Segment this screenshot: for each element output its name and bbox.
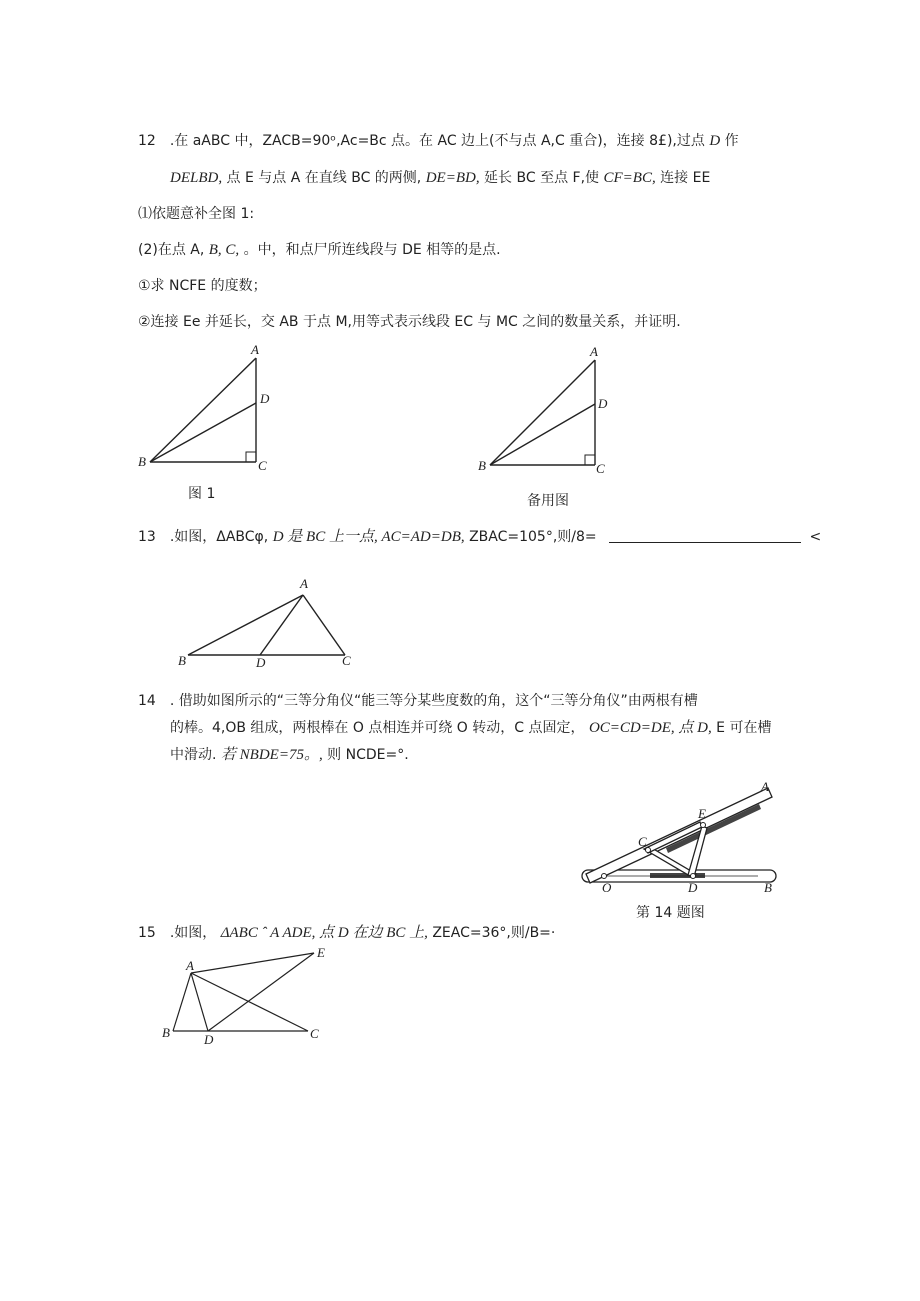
q12-subpart-2: ②连接 Ee 并延长，交 AB 于点 M,用等式表示线段 EC 与 MC 之间的数量关系，并证明. [138, 314, 681, 330]
pin-d [691, 874, 696, 879]
label-d: D [204, 1032, 214, 1047]
q14-line-2-b: OC=CD=DE, 点 D, [588, 720, 712, 736]
segment-de [208, 953, 314, 1031]
q13-line [138, 527, 821, 547]
figure-1-caption: 图 1 [188, 486, 216, 502]
q13-text-end: < [809, 529, 822, 545]
label-c: C [310, 1026, 319, 1041]
label-a: A [590, 344, 598, 359]
segment-ab [173, 973, 191, 1031]
segment-ae [191, 953, 314, 973]
label-d: D [598, 396, 608, 411]
label-b: B [764, 880, 772, 895]
pin-e [701, 823, 706, 828]
q12-line-2 [170, 168, 710, 188]
segment-bd [150, 403, 256, 462]
label-a: A [251, 342, 259, 357]
segment-ad [191, 973, 208, 1031]
segment-ad [260, 595, 303, 655]
label-b: B [138, 454, 146, 469]
label-c: C [638, 834, 647, 849]
q14-trisector-figure [578, 778, 780, 923]
q14-line-3-a: 中滑动. [170, 747, 217, 763]
q15-text-b: ΔABC ˆ A ADE, 点 D 在边 BC 上, [220, 925, 428, 941]
backup-figure-caption: 备用图 [527, 493, 569, 509]
label-c: C [258, 458, 267, 473]
q12-line-1 [138, 131, 739, 151]
q15-text-a: 15 .如图， [138, 925, 217, 941]
label-c: C [596, 461, 605, 476]
q14-line-3-b: 若 NBDE=75。, [220, 747, 323, 763]
q13-text-c: ZBAC=105°,则/8= [469, 529, 597, 545]
q12-point-d-label: D [709, 133, 721, 149]
q12-part-1: ⑴依题意补全图 1: [138, 206, 255, 222]
q12-line-2-b: 点 E 与点 A 在直线 BC 的两侧, [226, 170, 422, 186]
q14-line-1: 14 . 借助如图所示的“三等分角仪“能三等分某些度数的角，这个“三等分角仪”由两根有槽 [138, 693, 698, 709]
q13-text-b: D 是 BC 上一点, AC=AD=DB, [272, 529, 465, 545]
q14-line-2 [170, 718, 771, 738]
q12-part-2-b: B, C, [208, 242, 240, 258]
segment-ab [188, 595, 303, 655]
q14-figure-caption: 第 14 题图 [636, 905, 705, 921]
label-b: B [162, 1025, 170, 1040]
segment-ab [150, 358, 256, 462]
q12-line-2-d: 延长 BC 至点 F,使 [484, 170, 600, 186]
q12-line-1-end: 作 [724, 133, 739, 149]
right-angle-mark [585, 455, 595, 465]
q13-figure [170, 575, 370, 670]
q12-cf-eq-bc: CF=BC, [603, 170, 656, 186]
q12-part-2-c: 。中，和点尸所连线段与 DE 相等的是点. [243, 242, 501, 258]
right-angle-mark [246, 452, 256, 462]
q13-answer-blank[interactable] [609, 528, 801, 543]
q15-figure [160, 945, 350, 1050]
label-o: O [602, 880, 612, 895]
q12-figure-1 [130, 340, 290, 510]
q12-subpart-1: ①求 NCFE 的度数； [138, 278, 267, 294]
q14-line-3-c: 则 NCDE=°. [327, 747, 409, 763]
label-a: A [186, 958, 194, 973]
segment-ac [191, 973, 308, 1031]
label-e: E [317, 945, 325, 960]
pivot-o [602, 874, 607, 879]
label-c: C [342, 653, 351, 668]
q14-line-2-a: 的棒。4,OB 组成，两根棒在 O 点相连并可绕 O 转动，C 点固定， [170, 720, 585, 736]
q12-part-2-a: (2)在点 A, [138, 242, 205, 258]
label-b: B [178, 653, 186, 668]
q12-line-1-text: 12 .在 aABC 中，ZACB=90ᵒ,Ac=Bc 点。在 AC 边上(不与点 A,C 重合)，连接 8£),过点 [138, 133, 705, 149]
label-d: D [256, 655, 266, 670]
label-b: B [478, 458, 486, 473]
segment-ac [303, 595, 345, 655]
label-d: D [260, 391, 270, 406]
q12-line-2-f: 连接 EE [660, 170, 711, 186]
q12-de-perp-bd: DELBD, [170, 170, 223, 186]
label-a: A [300, 576, 308, 591]
label-a: A [761, 779, 769, 794]
q15-text-c: ZEAC=36°,则/B=· [432, 925, 556, 941]
q12-backup-figure [470, 340, 640, 512]
q14-line-3 [170, 745, 409, 765]
q14-line-2-c: E 可在槽 [716, 720, 772, 736]
q13-text-a: 13 .如图，ΔABCφ, [138, 529, 269, 545]
q15-line [138, 923, 555, 943]
q12-de-eq-bd: DE=BD, [425, 170, 480, 186]
label-e: E [698, 806, 706, 821]
label-d: D [688, 880, 698, 895]
q12-part-2 [138, 240, 501, 260]
